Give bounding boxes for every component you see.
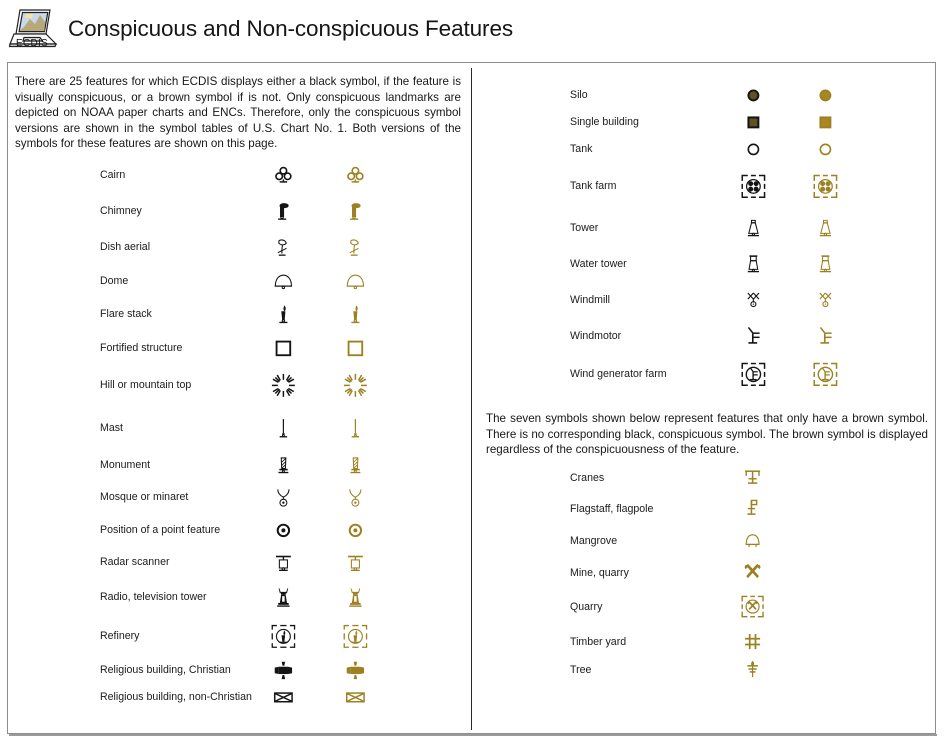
intro-paragraph: There are 25 features for which ECDIS displays either a black symbol, if the feature is visually conspicuous, or a brown symbol if is not. Only conspicuous landmarks are depicted on NOAA paper charts and ENCs. Therefore, only the conspicuous symbol versions are shown in the symbol tables of U.S. Chart No. 1. Both versions of the symbols for these features are shown on this page. (15, 75, 461, 151)
symbol-label: Fortified structure (100, 342, 183, 354)
page-header (0, 0, 945, 62)
symbol-label: Water tower (570, 258, 627, 270)
symbol-label: Tank farm (570, 180, 617, 192)
symbol-label: Radar scanner (100, 556, 170, 568)
tree-symbol-brown (723, 640, 783, 700)
symbol-label: Dish aerial (100, 241, 151, 253)
symbol-label: Mosque or minaret (100, 491, 189, 503)
symbol-label: Dome (100, 275, 129, 287)
symbol-label: Position of a point feature (100, 524, 221, 536)
symbol-label: Tree (570, 664, 592, 676)
symbol-label: Windmotor (570, 330, 622, 342)
symbol-label: Quarry (570, 601, 603, 613)
brown-only-paragraph: The seven symbols shown below represent features that only have a brown symbol. There is no corresponding black, conspicuous symbol. The brown symbol is displayed regardless of the conspicuousness of the feature. (486, 412, 928, 457)
symbol-label: Flagstaff, flagpole (570, 503, 654, 515)
column-divider (471, 68, 472, 730)
religious-building-non-christian-symbol-brown (325, 667, 385, 727)
page-title: Conspicuous and Non-conspicuous Features (68, 16, 514, 41)
symbol-label: Chimney (100, 205, 142, 217)
wind-generator-farm-symbol-black (723, 344, 783, 404)
symbol-label: Hill or mountain top (100, 379, 192, 391)
symbol-label: Cranes (570, 472, 605, 484)
symbol-label: Windmill (570, 294, 611, 306)
symbol-label: Religious building, Christian (100, 664, 231, 676)
symbol-label: Mast (100, 422, 123, 434)
symbol-label: Flare stack (100, 308, 152, 320)
wind-generator-farm-symbol-brown (795, 344, 855, 404)
symbol-label: Mangrove (570, 535, 618, 547)
symbol-label: Wind generator farm (570, 368, 667, 380)
ecdis-logo-caption: ECDIS (15, 38, 49, 49)
symbol-label: Cairn (100, 169, 126, 181)
symbol-label: Single building (570, 116, 639, 128)
religious-building-non-christian-symbol-black (253, 667, 313, 727)
symbol-label: Timber yard (570, 636, 627, 648)
symbol-label: Refinery (100, 630, 140, 642)
symbol-label: Tank (570, 143, 593, 155)
symbol-label: Radio, television tower (100, 591, 207, 603)
symbol-label: Silo (570, 89, 588, 101)
symbol-label: Mine, quarry (570, 567, 629, 579)
symbol-label: Religious building, non-Christian (100, 691, 252, 703)
symbol-label: Monument (100, 459, 151, 471)
symbol-label: Tower (570, 222, 599, 234)
